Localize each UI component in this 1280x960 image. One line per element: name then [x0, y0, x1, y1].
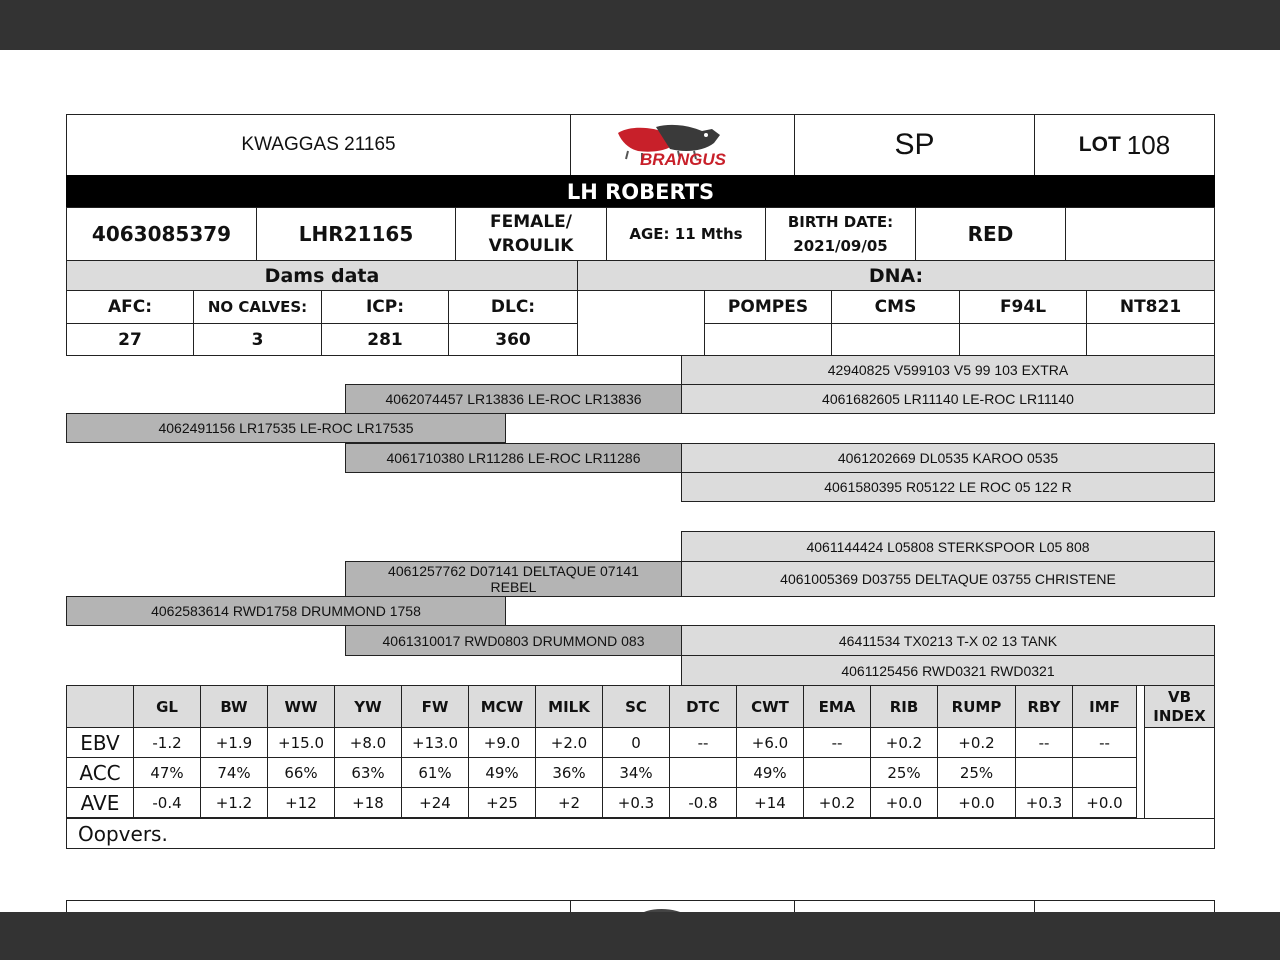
trait-header-rby: RBY — [1015, 685, 1073, 728]
trait-cell-ave-cwt: +14 — [736, 787, 804, 818]
trait-cell-acc-dtc — [669, 757, 737, 788]
id-number: 4063085379 — [66, 207, 257, 261]
trait-cell-ebv-cwt: +6.0 — [736, 727, 804, 758]
sex-line1: FEMALE/ — [490, 212, 572, 232]
trait-cell-ebv-ww: +15.0 — [267, 727, 335, 758]
trait-cell-acc-sc: 34% — [602, 757, 670, 788]
pedigree-sire-sire-dam: 4061682605 LR11140 LE-ROC LR11140 — [681, 384, 1215, 414]
trait-header-rump: RUMP — [937, 685, 1016, 728]
trait-cell-ebv-mcw: +9.0 — [468, 727, 536, 758]
trait-header-rib: RIB — [870, 685, 938, 728]
trait-cell-acc-gl: 47% — [133, 757, 201, 788]
trait-cell-acc-rby — [1015, 757, 1073, 788]
trait-cell-ave-ema: +0.2 — [803, 787, 871, 818]
icp-label: ICP: — [321, 290, 449, 324]
trait-cell-ebv-rump: +0.2 — [937, 727, 1016, 758]
trait-cell-ebv-rby: -- — [1015, 727, 1073, 758]
vb-index-value — [1144, 727, 1215, 819]
trait-cell-ebv-ema: -- — [803, 727, 871, 758]
age-cell: AGE: 11 Mths — [606, 207, 766, 261]
viewer-top-bar — [0, 0, 1280, 50]
sex-cell — [455, 207, 607, 261]
vb-index-header — [1144, 685, 1215, 728]
trait-cell-acc-yw: 63% — [334, 757, 402, 788]
vb-index-line2: INDEX — [1153, 706, 1206, 725]
pedigree-dam-dam-dam: 4061125456 RWD0321 RWD0321 — [681, 655, 1215, 686]
trait-cell-ave-dtc: -0.8 — [669, 787, 737, 818]
trait-cell-ave-yw: +18 — [334, 787, 402, 818]
trait-cell-ave-milk: +2 — [535, 787, 603, 818]
trait-cell-acc-bw: 74% — [200, 757, 268, 788]
svg-text:BRANGUS: BRANGUS — [639, 150, 726, 167]
afc-label: AFC: — [66, 290, 194, 324]
dna-blank-cell — [577, 290, 705, 356]
pedigree-dam-dam: 4061310017 RWD0803 DRUMMOND 083 — [345, 625, 682, 656]
tag-number: LHR21165 — [256, 207, 456, 261]
dna-nt821-label: NT821 — [1086, 290, 1215, 324]
trait-cell-acc-fw: 61% — [401, 757, 469, 788]
brangus-logo-icon — [608, 123, 758, 167]
trait-header-cwt: CWT — [736, 685, 804, 728]
trait-header-bw: BW — [200, 685, 268, 728]
afc-value: 27 — [66, 323, 194, 356]
no-calves-label: NO CALVES: — [193, 290, 322, 324]
trait-header-imf: IMF — [1072, 685, 1137, 728]
lot-number: 108 — [1126, 129, 1171, 160]
trait-row-label-ave: AVE — [66, 787, 134, 818]
breeder-name: LH ROBERTS — [66, 175, 1215, 208]
status-code: SP — [794, 114, 1035, 176]
dna-title: DNA: — [577, 260, 1215, 291]
trait-row-label-acc: ACC — [66, 757, 134, 788]
trait-cell-acc-milk: 36% — [535, 757, 603, 788]
icp-value: 281 — [321, 323, 449, 356]
trait-header-mcw: MCW — [468, 685, 536, 728]
trait-header-gl: GL — [133, 685, 201, 728]
pedigree-sire-sire: 4062074457 LR13836 LE-ROC LR13836 — [345, 384, 682, 414]
trait-header-milk: MILK — [535, 685, 603, 728]
colour-cell: RED — [915, 207, 1066, 261]
viewer-bottom-bar — [0, 912, 1280, 960]
pedigree-sire-dam: 4061710380 LR11286 LE-ROC LR11286 — [345, 443, 682, 473]
lot-cell — [1034, 114, 1215, 176]
trait-cell-ave-bw: +1.2 — [200, 787, 268, 818]
trait-header-dtc: DTC — [669, 685, 737, 728]
trait-cell-ave-fw: +24 — [401, 787, 469, 818]
dna-nt821-value — [1086, 323, 1215, 356]
birth-date-value: 2021/09/05 — [793, 237, 888, 255]
trait-header-yw: YW — [334, 685, 402, 728]
pedigree-dam-sire — [345, 561, 682, 597]
trait-cell-acc-rib: 25% — [870, 757, 938, 788]
pedigree-sire-dam-dam: 4061580395 R05122 LE ROC 05 122 R — [681, 472, 1215, 502]
dams-data-title: Dams data — [66, 260, 578, 291]
trait-cell-ave-sc: +0.3 — [602, 787, 670, 818]
trait-cell-acc-ema — [803, 757, 871, 788]
pedigree-dam-sire-line1: 4061257762 D07141 DELTAQUE 07141 — [388, 563, 639, 579]
trait-cell-ebv-rib: +0.2 — [870, 727, 938, 758]
no-calves-value: 3 — [193, 323, 322, 356]
breed-logo — [570, 114, 795, 176]
traits-corner-cell — [66, 685, 134, 728]
trait-header-fw: FW — [401, 685, 469, 728]
trait-cell-ebv-bw: +1.9 — [200, 727, 268, 758]
dna-pompes-value — [704, 323, 832, 356]
trait-cell-ave-gl: -0.4 — [133, 787, 201, 818]
trait-header-sc: SC — [602, 685, 670, 728]
birth-date-cell — [765, 207, 916, 261]
trait-cell-ebv-yw: +8.0 — [334, 727, 402, 758]
remarks: Oopvers. — [66, 818, 1215, 849]
trait-header-ww: WW — [267, 685, 335, 728]
vb-index-line1: VB — [1167, 687, 1192, 706]
trait-cell-acc-rump: 25% — [937, 757, 1016, 788]
dna-pompes-label: POMPES — [704, 290, 832, 324]
pedigree-sire: 4062491156 LR17535 LE-ROC LR17535 — [66, 413, 506, 443]
animal-name: KWAGGAS 21165 — [66, 114, 571, 176]
trait-cell-ebv-dtc: -- — [669, 727, 737, 758]
trait-cell-ave-rby: +0.3 — [1015, 787, 1073, 818]
dna-cms-label: CMS — [831, 290, 960, 324]
trait-cell-ebv-gl: -1.2 — [133, 727, 201, 758]
trait-cell-ave-ww: +12 — [267, 787, 335, 818]
trait-cell-ave-mcw: +25 — [468, 787, 536, 818]
trait-cell-acc-ww: 66% — [267, 757, 335, 788]
pedigree-dam-sire-dam: 4061005369 D03755 DELTAQUE 03755 CHRISTENE — [681, 561, 1215, 597]
dlc-label: DLC: — [448, 290, 578, 324]
trait-cell-ave-imf: +0.0 — [1072, 787, 1137, 818]
pedigree-dam-sire-sire: 4061144424 L05808 STERKSPOOR L05 808 — [681, 531, 1215, 562]
trait-cell-ebv-fw: +13.0 — [401, 727, 469, 758]
trait-cell-ebv-imf: -- — [1072, 727, 1137, 758]
trait-cell-ebv-milk: +2.0 — [535, 727, 603, 758]
trait-cell-acc-imf — [1072, 757, 1137, 788]
trait-cell-ave-rump: +0.0 — [937, 787, 1016, 818]
lot-label: LOT — [1078, 133, 1121, 156]
pedigree-dam: 4062583614 RWD1758 DRUMMOND 1758 — [66, 596, 506, 626]
birth-date-label: BIRTH DATE: — [787, 213, 894, 231]
trait-cell-acc-cwt: 49% — [736, 757, 804, 788]
trait-header-ema: EMA — [803, 685, 871, 728]
dna-f94l-value — [959, 323, 1087, 356]
pedigree-sire-dam-sire: 4061202669 DL0535 KAROO 0535 — [681, 443, 1215, 473]
pedigree-dam-dam-sire: 46411534 TX0213 T-X 02 13 TANK — [681, 625, 1215, 656]
dlc-value: 360 — [448, 323, 578, 356]
dna-cms-value — [831, 323, 960, 356]
identity-extra-cell — [1065, 207, 1215, 261]
trait-cell-acc-mcw: 49% — [468, 757, 536, 788]
dna-f94l-label: F94L — [959, 290, 1087, 324]
trait-row-label-ebv: EBV — [66, 727, 134, 758]
pedigree-sire-sire-sire: 42940825 V599103 V5 99 103 EXTRA — [681, 355, 1215, 385]
sex-line2: VROULIK — [488, 236, 574, 256]
trait-cell-ave-rib: +0.0 — [870, 787, 938, 818]
pedigree-dam-sire-line2: REBEL — [490, 579, 537, 595]
trait-cell-ebv-sc: 0 — [602, 727, 670, 758]
